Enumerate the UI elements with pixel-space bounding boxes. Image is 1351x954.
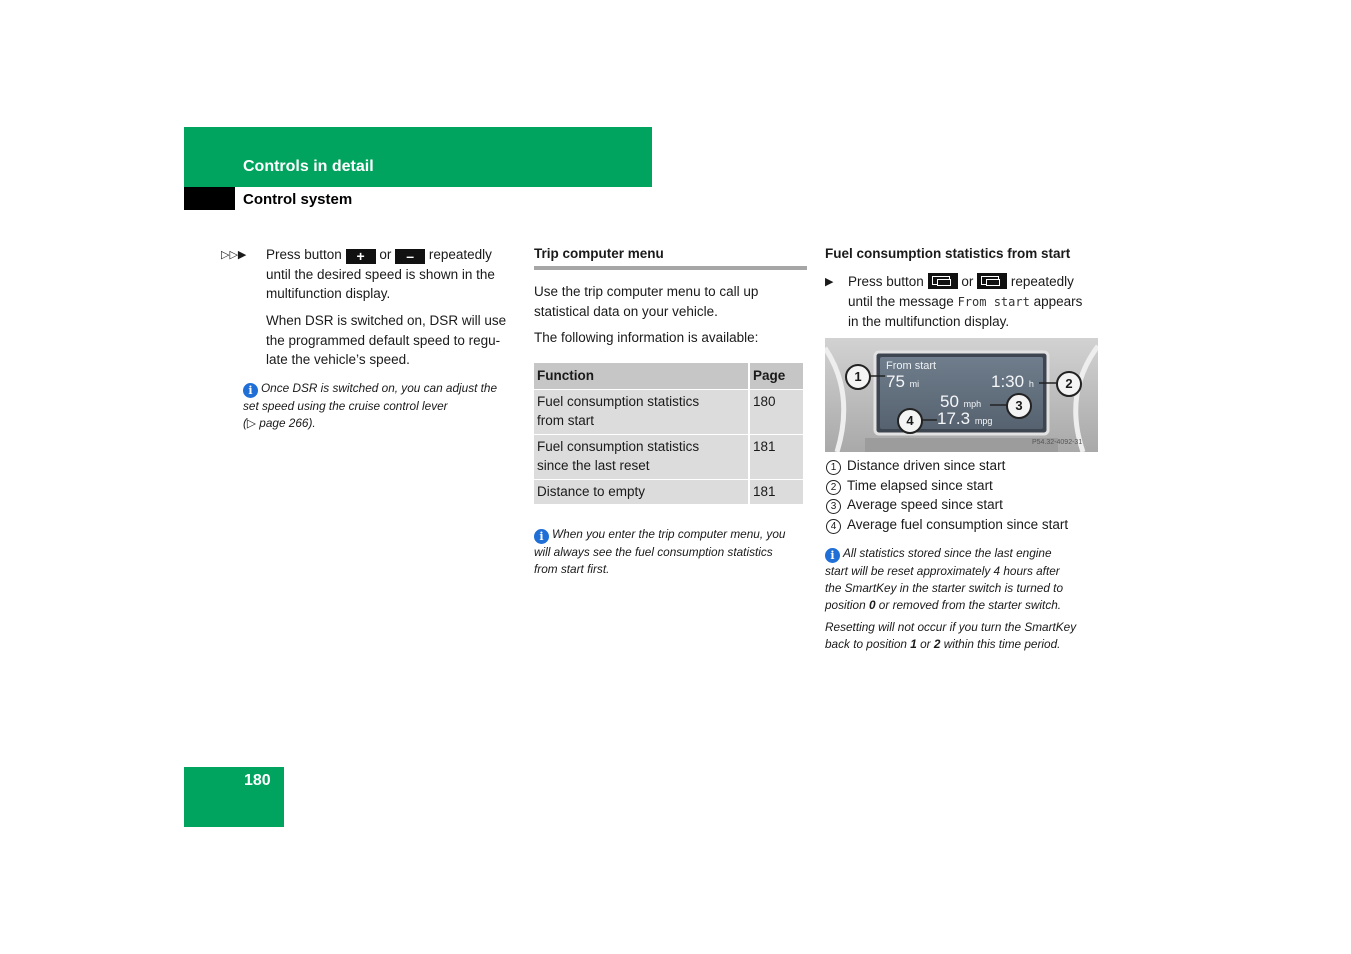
page-number: 180 [244, 772, 271, 789]
dsr-info-note: i Once DSR is switched on, you can adjust the set speed using the cruise control lever (▷ page 266). [243, 381, 498, 430]
bullet-icon: ▶ [825, 276, 834, 288]
display-time: 1:30 h [991, 372, 1034, 391]
reset-exception-note: Resetting will not occur if you turn the SmartKey back to position 1 or 2 within this time period. [825, 620, 1077, 651]
minus-button-icon: – [395, 249, 425, 264]
list-item: 2 Time elapsed since start [826, 476, 1106, 496]
fuel-stats-step: Press button or repeatedly until the message From start appears in the multifunction display. [848, 274, 1083, 329]
section-title: Control system [243, 191, 353, 208]
section-marker [184, 187, 235, 210]
display-down-button-icon [977, 273, 1007, 289]
display-fuel: 17.3 mpg [937, 409, 993, 428]
image-code: P54.32-4092-31 [1032, 439, 1083, 446]
trip-info-note: i When you enter the trip computer menu, you will always see the fuel consumption statistics from start first. [534, 527, 786, 576]
trip-intro: Use the trip computer menu to call up statistical data on your vehicle. [534, 284, 759, 319]
callout-1: 1 [845, 364, 871, 390]
display-up-button-icon [928, 273, 958, 289]
callout-3: 3 [1006, 393, 1032, 419]
multifunction-display-photo [825, 338, 1098, 452]
fuel-stats-heading: Fuel consumption statistics from start [825, 246, 1071, 261]
display-title: From start [886, 360, 937, 372]
table-row: Fuel consumption statistics from start 180 [534, 389, 803, 434]
chapter-header-band [184, 127, 652, 187]
list-item: 4 Average fuel consumption since start [826, 515, 1106, 535]
info-icon: i [534, 529, 549, 544]
table-row: Fuel consumption statistics since the last reset 181 [534, 434, 803, 479]
info-icon: i [243, 383, 258, 398]
list-item: 3 Average speed since start [826, 495, 1106, 515]
display-speed: 50 mph [940, 392, 982, 411]
page-col-header: Page [749, 363, 803, 389]
trip-computer-heading: Trip computer menu [534, 246, 664, 261]
speed-step: Press button + or – repeatedly until the desired speed is shown in the multifunction display. [266, 247, 495, 301]
function-table [534, 363, 803, 505]
function-col-header: Function [534, 363, 749, 389]
table-row: Distance to empty 181 [534, 479, 803, 505]
callout-legend [826, 456, 1106, 534]
dsr-paragraph: When DSR is switched on, DSR will use the programmed default speed to regu- late the vehicle’s speed. [266, 313, 507, 367]
callout-2: 2 [1056, 371, 1082, 397]
info-icon: i [825, 548, 840, 563]
table-header [534, 363, 803, 389]
plus-button-icon: + [346, 249, 376, 264]
callout-4: 4 [897, 408, 923, 434]
continuation-marker: ▷▷▶ [221, 249, 247, 261]
reset-info-note: i All statistics stored since the last engine start will be reset approximately 4 hours after the SmartKey in the starter switch is turned to position 0 or removed from the starter switch. [825, 546, 1064, 612]
trip-available: The following information is available: [534, 330, 759, 345]
chapter-title: Controls in detail [243, 158, 374, 175]
heading-rule [534, 266, 807, 270]
list-item: 1 Distance driven since start [826, 456, 1106, 476]
display-distance: 75 mi [886, 372, 920, 391]
